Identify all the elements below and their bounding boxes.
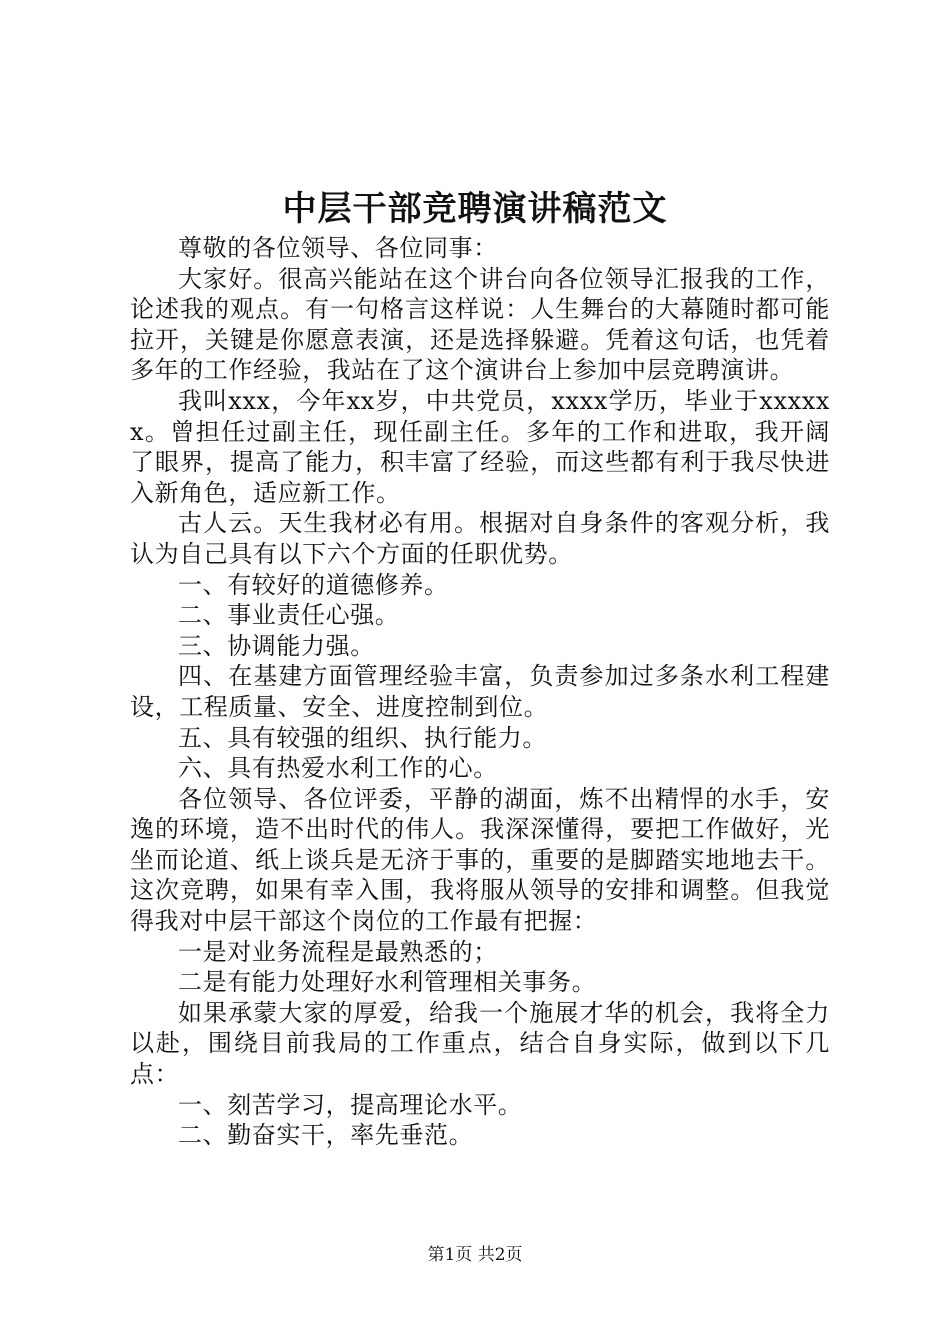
document-body [130, 233, 830, 1151]
paragraph-self-introduction: 我叫xxx，今年xx岁，中共党员，xxxx学历，毕业于xxxxxx。曾担任过副主任，现任副主任。多年的工作和进取，我开阔了眼界，提高了能力，积丰富了经验，而这些都有利于我尽快进入新角色，适应新工作。 [130, 386, 830, 507]
paragraph-advantages-intro: 古人云。天生我材必有用。根据对自身条件的客观分析，我认为自己具有以下六个方面的任职优势。 [130, 509, 830, 568]
list-item-advantage-6: 六、具有热爱水利工作的心。 [178, 754, 498, 783]
list-item-advantage-4: 四、在基建方面管理经验丰富，负责参加过多条水利工程建设，工程质量、安全、进度控制到位。 [130, 662, 830, 721]
list-item-advantage-1: 一、有较好的道德修养。 [178, 570, 449, 599]
list-item-advantage-2: 二、事业责任心强。 [178, 601, 400, 630]
list-item-plan-1: 一、刻苦学习，提高理论水平。 [178, 1090, 523, 1119]
paragraph-salutation: 尊敬的各位领导、各位同事： [178, 234, 498, 262]
list-item-advantage-3: 三、协调能力强。 [178, 631, 375, 660]
paragraph-commitment: 各位领导、各位评委，平静的湖面，炼不出精悍的水手，安逸的环境，造不出时代的伟人。我深深懂得，要把工作做好，光坐而论道、纸上谈兵是无济于事的，重要的是脚踏实地地去干。这次竞聘，如果有幸入围，我将服从领导的安排和调整。但我觉得我对中层干部这个岗位的工作最有把握： [130, 784, 830, 936]
list-item-confidence-2: 二是有能力处理好水利管理相关事务。 [178, 968, 597, 997]
paragraph-plan-intro: 如果承蒙大家的厚爱，给我一个施展才华的机会，我将全力以赴，围绕目前我局的工作重点，结合自身实际，做到以下几点： [130, 998, 830, 1089]
list-item-plan-2: 二、勤奋实干，率先垂范。 [178, 1121, 474, 1150]
document-title: 中层干部竞聘演讲稿范文 [282, 189, 668, 229]
list-item-advantage-5: 五、具有较强的组织、执行能力。 [178, 723, 547, 752]
list-item-confidence-1: 一是对业务流程是最熟悉的； [178, 937, 498, 966]
paragraph-greeting: 大家好。很高兴能站在这个讲台向各位领导汇报我的工作，论述我的观点。有一句格言这样说：人生舞台的大幕随时都可能拉开，关键是你愿意表演，还是选择躲避。凭着这句话，也凭着多年的工作经验，我站在了这个演讲台上参加中层竞聘演讲。 [130, 264, 830, 385]
page-number-footer: 第1页 共2页 [427, 1245, 523, 1265]
